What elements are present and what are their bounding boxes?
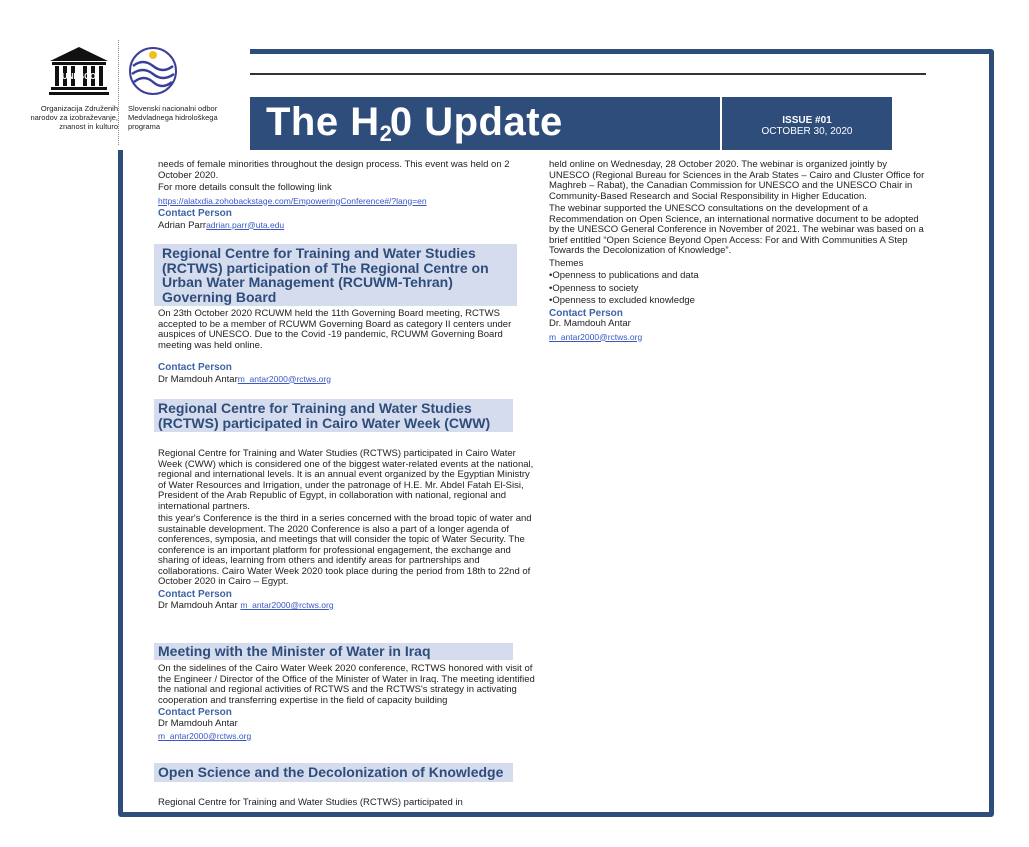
ihp-globe-logo [128,46,178,96]
theme-item: •Openness to society [549,282,639,294]
contact-email-link[interactable]: m_antar2000@rctws.org [549,331,643,342]
section-cww-body [158,449,535,614]
contact-email-link[interactable]: m_antar2000@rctws.org [158,731,252,741]
themes-label: Themes [549,257,584,269]
section-rcuwm-body [158,309,535,387]
section-heading-cww: Regional Centre for Training and Water Studies (RCTWS) participated in Cairo Water Week (CWW) [154,399,513,432]
newsletter-title [266,100,563,145]
contact-email-link[interactable]: adrian.parr@uta.edu [206,219,285,230]
title-part-a: The H [266,100,380,144]
section-iraq-body [158,664,535,745]
section-open-science-body [158,798,535,811]
issue-date: OCTOBER 30, 2020 [761,126,853,137]
ihp-caption: Slovenski nacionalni odbor Medvladnega hidrološkega programa [128,104,218,131]
contact-label: Contact Person [158,588,232,600]
contact-name: Dr Mamdouh Antar [158,373,238,385]
logo-divider [118,40,121,145]
svg-text:UNESCO: UNESCO [61,72,97,81]
top-rule [250,73,926,75]
contact-email-link[interactable]: m_antar2000@rctws.org [240,600,334,610]
paragraph: Regional Centre for Training and Water Studies (RCTWS) participated in [158,797,463,808]
section-heading-open-science: Open Science and the Decolonization of Knowledge [154,763,513,782]
contact-name: Dr Mamdouh Antar [158,600,238,611]
paragraph: The webinar supported the UNESCO consultations on the development of a Recommendation on Open Science, an international normative document to be adopted by the UNESCO General Conference in November of 2021. The webinar was based on a brief entitled “Open Science Beyond Open Access: For and With Communities A Step Towards the Decolonization of Knowledge”. [549,203,924,256]
contact-label: Contact Person [158,362,232,373]
paragraph: this year's Conference is the third in a series concerned with the broad topic of water and sustainable development. The 2020 Conference is also a part of a longer agenda of conferences, symposia, and meetings that will consider the topic of Water Security. The conference is an important platform for professional engagement, the exchange and sharing of ideas, learning from others and identify areas for partnerships and collaborations. Cairo Water Week 2020 took place during the period from 18th to 22nd of October 2020 in Cairo – Egypt. [158,513,532,587]
contact-name: Adrian Parr [158,219,207,231]
paragraph: For more details consult the following link [158,182,332,193]
contact-label: Contact Person [158,208,232,219]
newsletter-banner [250,97,720,150]
theme-item: •Openness to publications and data [549,270,699,281]
contact-name: Dr Mamdouh Antar [158,717,238,729]
right-column [549,160,927,345]
section-heading-iraq: Meeting with the Minister of Water in Iraq [154,643,513,660]
unesco-temple-logo [48,45,110,97]
logo-area [0,0,250,150]
title-subscript: 2 [379,121,390,146]
paragraph: On 23th October 2020 RCUWM held the 11th Governing Board meeting, RCTWS accepted to be a member of RCUWM Governing Board as category II centers under auspices of UNESCO. Due to the Covid -19 pandemic, RCUWM Governing Board meeting was held online. [158,308,512,351]
issue-box [722,97,892,150]
paragraph: needs of female minorities throughout the design process. This event was held on 2 October 2020. [158,159,510,181]
left-top-block [158,160,535,233]
paragraph: held online on Wednesday, 28 October 2020. The webinar is organized jointly by UNESCO (Regional Bureau for Sciences in the Arab States – Cairo and Cluster Office for Maghreb – Rabat), the Canadian Commission for UNESCO and the UNESCO Chair in Community-Based Research and Social Responsibility in Higher Education. [549,159,925,202]
unesco-caption: Organizacija Združenih narodov za izobraževanje, znanost in kulturo [30,104,118,131]
section-heading-rcuwm: Regional Centre for Training and Water Studies (RCTWS) participation of The Regional Centre on Urban Water Management (RCUWM-Tehran) Governing Board [154,244,517,306]
contact-name: Dr. Mamdouh Antar [549,318,631,329]
contact-label: Contact Person [549,307,623,319]
event-link[interactable]: https://alatxdia.zohobackstage.com/EmpoweringConference#/?lang=en [158,195,427,206]
contact-label: Contact Person [158,707,232,718]
paragraph: On the sidelines of the Cairo Water Week 2020 conference, RCTWS honored with visit of the Engineer / Director of the Office of the Minister of Water in Iraq. The meeting identified the national and regional activities of RCTWS and the RCTWS's strategy in activating cooperation and transferring expertise in the field of capacity building [158,663,535,706]
issue-number: ISSUE #01 [782,115,832,126]
paragraph: Regional Centre for Training and Water Studies (RCTWS) participated in Cairo Water Week (CWW) which is considered one of the biggest water-related events at the national, regional and international levels. It is an annual event organized by the Egyptian Ministry of Water Resources and Irrigation, under the patronage of H.E. Mr. Abdel Fatah El-Sisi, President of the Arab Republic of Egypt, in collaboration with national, regional and international partners. [158,448,534,512]
theme-item: •Openness to excluded knowledge [549,295,695,306]
title-part-b: 0 Update [389,100,563,144]
contact-email-link[interactable]: m_antar2000@rctws.org [237,373,331,384]
